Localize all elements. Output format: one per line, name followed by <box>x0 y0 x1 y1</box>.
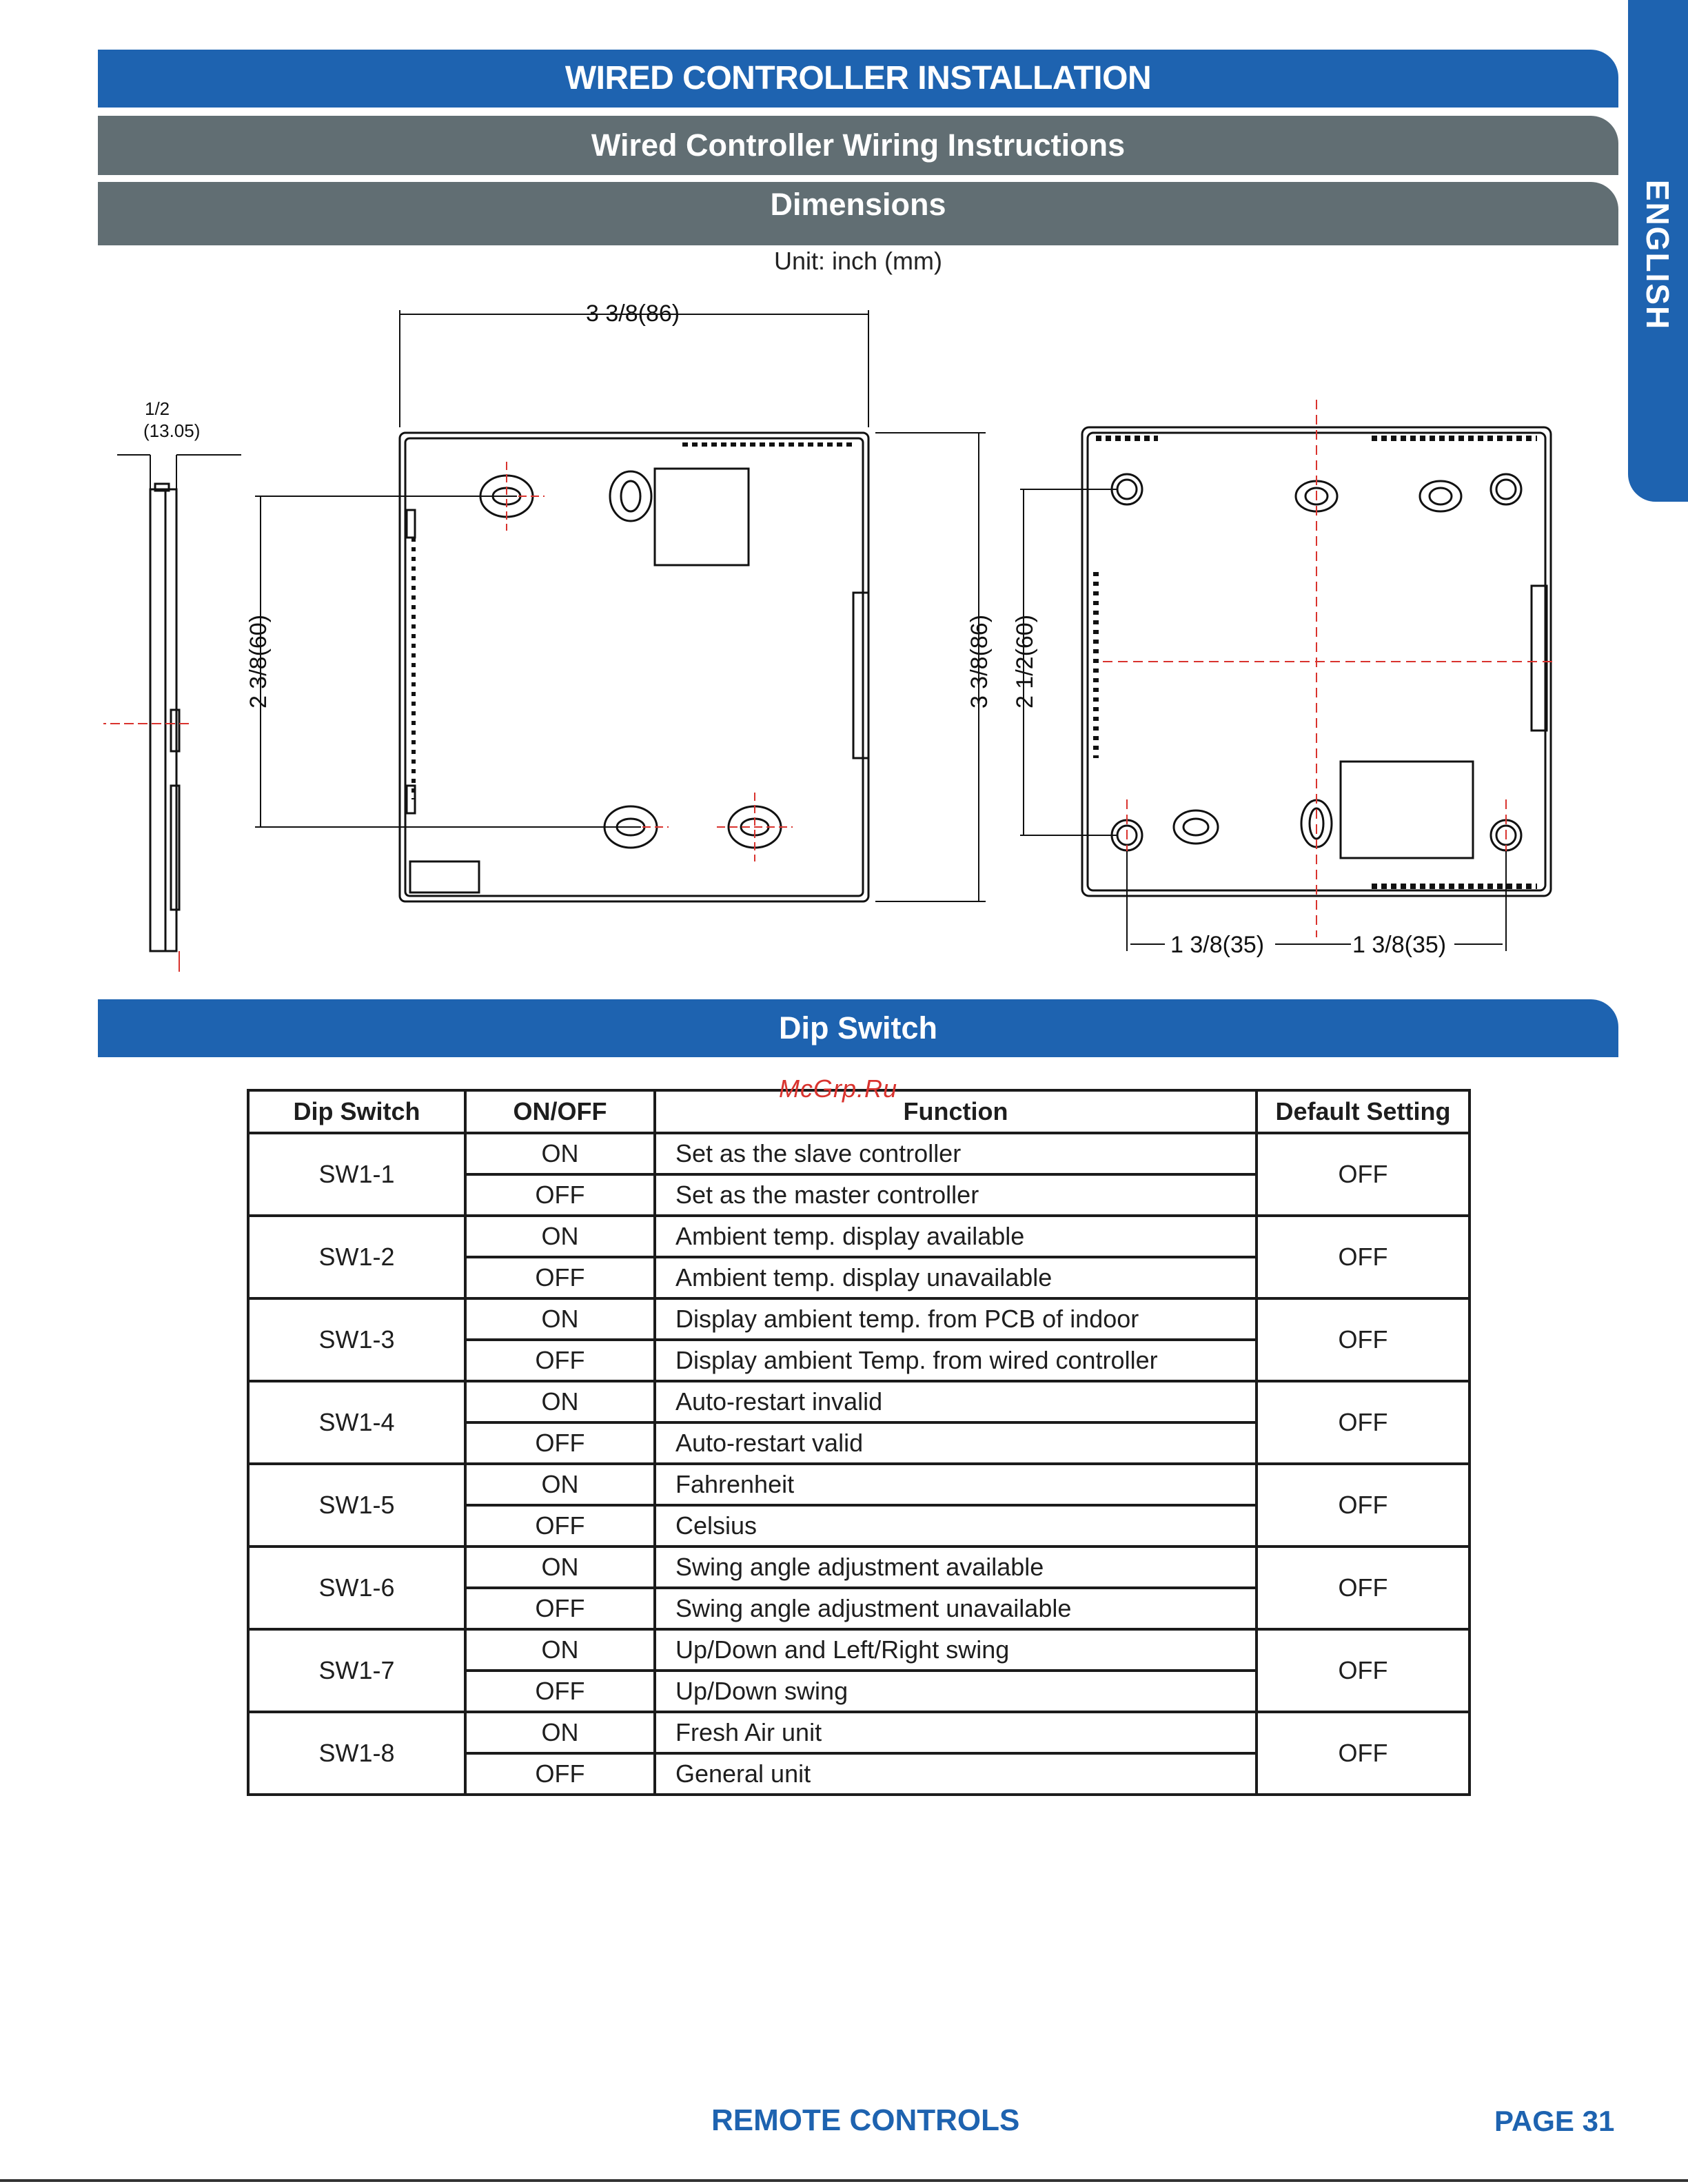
table-row <box>248 1712 1470 1753</box>
table-row <box>248 1381 1470 1422</box>
switch-cell: SW1-2 <box>248 1216 465 1298</box>
table-row <box>248 1133 1470 1174</box>
table-row <box>248 1464 1470 1505</box>
on-cell: ON <box>465 1381 655 1422</box>
default-cell: OFF <box>1257 1133 1470 1216</box>
dip-switch-banner: Dip Switch <box>98 999 1618 1057</box>
page-number: PAGE 31 <box>1494 2105 1615 2137</box>
on-cell: ON <box>465 1298 655 1340</box>
function-cell: Auto-restart invalid <box>655 1381 1257 1422</box>
header-default-setting: Default Setting <box>1257 1090 1470 1133</box>
default-cell: OFF <box>1257 1464 1470 1547</box>
function-cell: Celsius <box>655 1505 1257 1547</box>
switch-cell: SW1-5 <box>248 1464 465 1547</box>
dip-switch-table <box>247 1089 1471 1796</box>
on-cell: ON <box>465 1547 655 1588</box>
off-cell: OFF <box>465 1588 655 1629</box>
hole-spacing-right-label: 2 1/2(60) <box>1012 614 1038 709</box>
default-cell: OFF <box>1257 1629 1470 1712</box>
function-cell: Up/Down and Left/Right swing <box>655 1629 1257 1671</box>
function-cell: General unit <box>655 1753 1257 1795</box>
table-row <box>248 1547 1470 1588</box>
on-cell: ON <box>465 1464 655 1505</box>
language-tab-label: ENGLISH <box>1640 179 1676 331</box>
main-title-banner: WIRED CONTROLLER INSTALLATION <box>98 50 1618 108</box>
function-cell: Fahrenheit <box>655 1464 1257 1505</box>
switch-cell: SW1-3 <box>248 1298 465 1381</box>
default-cell: OFF <box>1257 1712 1470 1795</box>
function-cell: Set as the slave controller <box>655 1133 1257 1174</box>
function-cell: Swing angle adjustment available <box>655 1547 1257 1588</box>
width-dim-label: 3 3/8(86) <box>586 300 680 327</box>
function-cell: Display ambient temp. from PCB of indoor <box>655 1298 1257 1340</box>
height-dim-label: 3 3/8(86) <box>966 614 993 709</box>
dimensions-banner: Dimensions <box>98 182 1618 245</box>
on-cell: ON <box>465 1712 655 1753</box>
switch-cell: SW1-7 <box>248 1629 465 1712</box>
bottom-right-dim-label: 1 3/8(35) <box>1352 932 1447 958</box>
function-cell: Ambient temp. display unavailable <box>655 1257 1257 1298</box>
function-cell: Display ambient Temp. from wired controller <box>655 1340 1257 1381</box>
bottom-rule <box>0 2179 1688 2182</box>
bottom-left-dim-label: 1 3/8(35) <box>1170 932 1265 958</box>
header-function: Function <box>655 1090 1257 1133</box>
subtitle-banner: Wired Controller Wiring Instructions <box>98 116 1618 175</box>
default-cell: OFF <box>1257 1216 1470 1298</box>
function-cell: Auto-restart valid <box>655 1422 1257 1464</box>
front-view <box>400 433 868 901</box>
function-cell: Swing angle adjustment unavailable <box>655 1588 1257 1629</box>
off-cell: OFF <box>465 1671 655 1712</box>
on-cell: ON <box>465 1216 655 1257</box>
switch-cell: SW1-8 <box>248 1712 465 1795</box>
table-row <box>248 1298 1470 1340</box>
hole-spacing-left-label: 2 3/8(60) <box>245 614 272 709</box>
off-cell: OFF <box>465 1340 655 1381</box>
footer-section-label: REMOTE CONTROLS <box>711 2103 1020 2137</box>
off-cell: OFF <box>465 1505 655 1547</box>
default-cell: OFF <box>1257 1547 1470 1629</box>
watermark: McGrp.Ru <box>779 1074 898 1103</box>
default-cell: OFF <box>1257 1381 1470 1464</box>
off-cell: OFF <box>465 1422 655 1464</box>
side-view <box>103 455 241 972</box>
function-cell: Up/Down swing <box>655 1671 1257 1712</box>
header-on-off: ON/OFF <box>465 1090 655 1133</box>
switch-cell: SW1-4 <box>248 1381 465 1464</box>
side-dim-label-2: (13.05) <box>143 420 201 441</box>
off-cell: OFF <box>465 1753 655 1795</box>
switch-cell: SW1-1 <box>248 1133 465 1216</box>
switch-cell: SW1-6 <box>248 1547 465 1629</box>
off-cell: OFF <box>465 1174 655 1216</box>
header-dip-switch: Dip Switch <box>248 1090 465 1133</box>
function-cell: Ambient temp. display available <box>655 1216 1257 1257</box>
function-cell: Fresh Air unit <box>655 1712 1257 1753</box>
function-cell: Set as the master controller <box>655 1174 1257 1216</box>
table-row <box>248 1629 1470 1671</box>
side-dim-label-1: 1/2 <box>145 398 170 419</box>
on-cell: ON <box>465 1629 655 1671</box>
off-cell: OFF <box>465 1257 655 1298</box>
unit-label: Unit: inch (mm) <box>773 247 943 275</box>
default-cell: OFF <box>1257 1298 1470 1381</box>
table-row <box>248 1216 1470 1257</box>
dimension-drawing <box>103 289 1585 986</box>
on-cell: ON <box>465 1133 655 1174</box>
